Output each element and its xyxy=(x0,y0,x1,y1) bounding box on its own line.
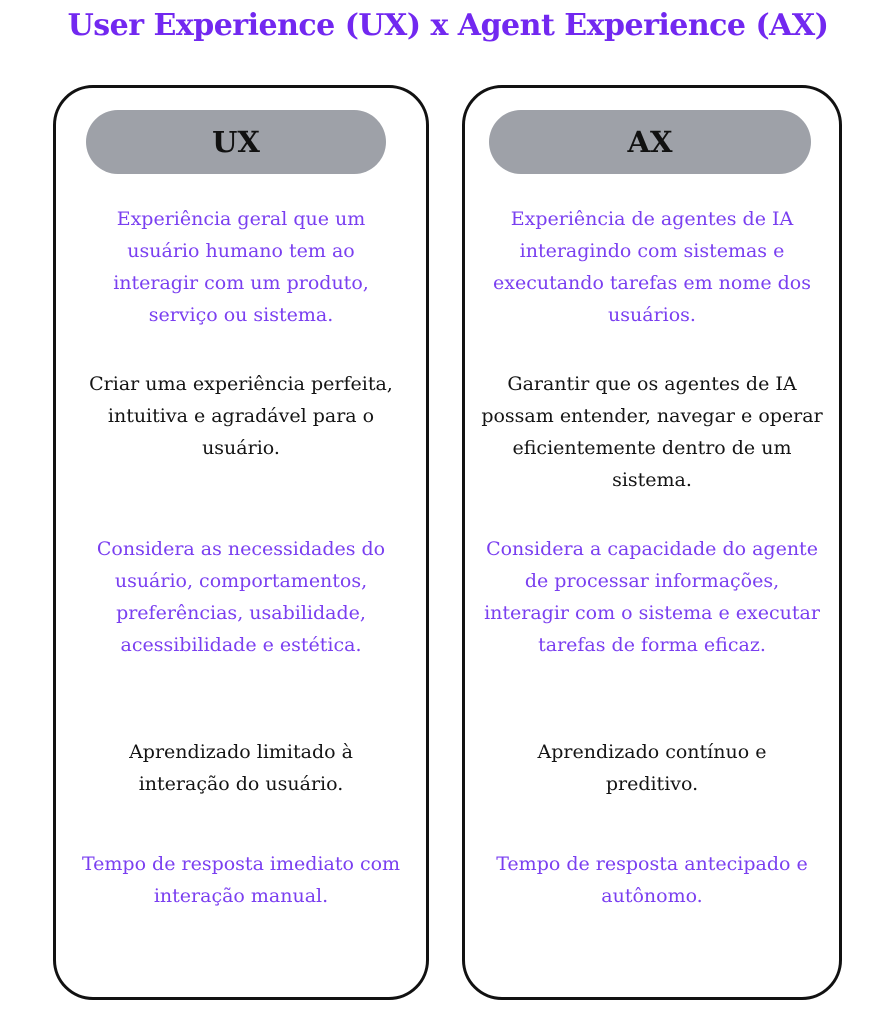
ux-header-pill: UX xyxy=(86,110,386,174)
ux-item-learning: Aprendizado limitado à interação do usuário. xyxy=(129,741,353,795)
ux-item-considerations: Considera as necessidades do usuário, comportamentos, preferências, usabilidade, acessibilidade e estética. xyxy=(96,538,386,656)
page-title: User Experience (UX) x Agent Experience (AX) xyxy=(67,8,829,43)
ax-header-pill: AX xyxy=(489,110,811,174)
ux-item-goal: Criar uma experiência perfeita, intuitiva e agradável para o usuário. xyxy=(89,373,393,459)
ux-item-response-time: Tempo de resposta imediato com interação manual. xyxy=(81,853,401,907)
ux-item-definition: Experiência geral que um usuário humano tem ao interagir com um produto, serviço ou sistema. xyxy=(113,208,369,326)
ax-item-considerations: Considera a capacidade do agente de processar informações, interagir com o sistema e executar tarefas de forma eficaz. xyxy=(484,538,820,656)
ax-item-response-time: Tempo de resposta antecipado e autônomo. xyxy=(496,853,808,907)
ax-item-definition: Experiência de agentes de IA interagindo com sistemas e executando tarefas em nome dos usuários. xyxy=(493,208,811,326)
ax-item-goal: Garantir que os agentes de IA possam entender, navegar e operar eficientemente dentro de um sistema. xyxy=(481,373,823,491)
ux-column-card xyxy=(53,85,429,1000)
ax-item-learning: Aprendizado contínuo e preditivo. xyxy=(537,741,767,795)
ax-column-card xyxy=(462,85,842,1000)
